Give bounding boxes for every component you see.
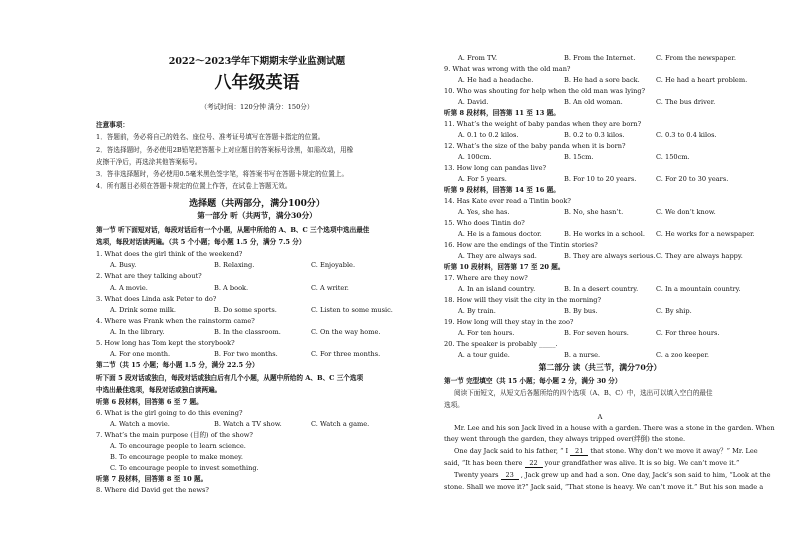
option-a: A. They are always sad. <box>458 252 537 260</box>
question-stem: 4. Where was Frank when the rainstorm came? <box>96 317 255 325</box>
option-b: B. No, she hasn’t. <box>564 208 624 216</box>
option-c: C. 150cm. <box>656 153 690 161</box>
section-intro: 阅读下面短文，从短文后各题所给的四个选项（A、B、C）中，选出可以填入空白的最佳 <box>454 389 713 397</box>
option-a: A. In the library. <box>110 328 165 336</box>
part2-title: 第二部分 读（共三节，满分70分） <box>538 363 662 372</box>
passage-line <box>454 471 771 480</box>
question-stem: 2. What are they talking about? <box>96 272 202 280</box>
option-b: B. For 10 to 20 years. <box>564 175 637 183</box>
question-stem: 15. Who does Tintin do? <box>444 219 525 227</box>
option-c: C. By ship. <box>656 307 692 315</box>
passage-line: Mr. Lee and his son Jack lived in a house with a garden. There was a stone in the garden. When <box>454 424 775 432</box>
question-stem: 14. Has Kate ever read a Tintin book? <box>444 197 571 205</box>
passage-text: , Jack grew up and had a son. One day, Jack’s son said to him, “Look at the <box>520 471 771 479</box>
left-column <box>96 0 418 550</box>
note-item: 3．答非选择题时，务必使用0.5毫米黑色签字笔，将答案书写在答题卡规定的位置上。 <box>96 170 349 178</box>
passage-text: that stone. Why don’t we move it away？” Mr. Lee <box>590 447 758 455</box>
option-b: B. Relaxing. <box>214 261 255 269</box>
option-a: A. a tour guide. <box>458 351 510 359</box>
option-b: B. For two months. <box>214 350 278 358</box>
right-column <box>444 0 775 550</box>
section-intro: 选项。 <box>444 401 464 409</box>
note-item: 1．答题前，务必将自己的姓名、座位号、准考证号填写在答题卡指定的位置。 <box>96 133 325 141</box>
section-intro: 第二节（共 15 小题；每小题 1.5 分，满分 22.5 分） <box>96 361 259 369</box>
option-a: A. From TV. <box>458 54 498 62</box>
option-b: B. In the classroom. <box>214 328 281 336</box>
option-a: A. For 5 years. <box>458 175 507 183</box>
option-c: C. He works for a newspaper. <box>656 230 755 238</box>
option-c: C. A writer. <box>311 284 349 292</box>
option-b: B. Do some sports. <box>214 306 277 314</box>
option-c: C. For three months. <box>311 350 381 358</box>
question-stem: 1. What does the girl think of the weekend? <box>96 250 243 258</box>
option-a: A. To encourage people to learn science. <box>110 442 246 450</box>
exam-info: （考试时间：120分钟 满分：150分） <box>200 103 314 111</box>
blank-22: 22 <box>525 459 543 468</box>
option-b: B. a nurse. <box>564 351 601 359</box>
option-b: B. For seven hours. <box>564 329 629 337</box>
option-c: C. They are always happy. <box>656 252 743 260</box>
question-stem: 12. What’s the size of the baby panda when it is born? <box>444 142 626 150</box>
option-b: B. A book. <box>214 284 249 292</box>
note-item: 2．答选择题时，务必使用2B铅笔把答题卡上对应题目的答案标号涂黑，如需改动，用橡 <box>96 146 354 154</box>
option-c: C. a zoo keeper. <box>656 351 709 359</box>
blank-23: 23 <box>501 471 519 480</box>
question-stem: 18. How will they visit the city in the morning? <box>444 296 602 304</box>
option-b: B. 0.2 to 0.3 kilos. <box>564 131 625 139</box>
section-intro: 第一节 听下面短对话，每段对话后有一个小题，从题中所给的 A、B、C 三个选项中选出最佳 <box>96 226 370 234</box>
section-title: 选择题（共两部分，满分100分） <box>189 199 325 209</box>
option-c: C. He had a heart problem. <box>656 76 748 84</box>
option-b: B. In a desert country. <box>564 285 639 293</box>
option-b: B. Watch a TV show. <box>214 420 282 428</box>
option-c: C. From the newspaper. <box>656 54 736 62</box>
option-a: A. In an island country. <box>458 285 536 293</box>
question-stem: 10. Who was shouting for help when the old man was lying? <box>444 87 646 95</box>
option-c: C. To encourage people to invest something. <box>110 464 259 472</box>
passage-text: said, “It has been there <box>444 459 523 467</box>
question-stem: 8. Where did David get the news? <box>96 486 209 494</box>
option-b: B. He works in a school. <box>564 230 645 238</box>
question-stem: 19. How long will they stay in the zoo? <box>444 318 574 326</box>
question-stem: 7. What’s the main purpose (目的) of the show? <box>96 431 253 439</box>
subject-title: 八年级英语 <box>214 73 300 93</box>
question-stem: 3. What does Linda ask Peter to do? <box>96 295 217 303</box>
material-heading: 听第 9 段材料，回答第 14 至 16 题。 <box>444 186 560 194</box>
option-c: C. In a mountain country. <box>656 285 741 293</box>
question-stem: 6. What is the girl going to do this evening? <box>96 409 243 417</box>
passage-label: A <box>597 413 603 421</box>
option-a: A. David. <box>458 98 489 106</box>
option-c: C. Enjoyable. <box>311 261 356 269</box>
passage-text: One day Jack said to his father, “ I <box>454 447 569 455</box>
question-stem: 17. Where are they now? <box>444 274 528 282</box>
option-b: B. An old woman. <box>564 98 623 106</box>
option-a: A. He had a headache. <box>458 76 534 84</box>
passage-text: Twenty years <box>454 471 499 479</box>
option-c: C. Watch a game. <box>311 420 370 428</box>
question-stem: 9. What was wrong with the old man? <box>444 65 571 73</box>
question-stem: 11. What’s the weight of baby pandas when they are born? <box>444 120 642 128</box>
question-stem: 16. How are the endings of the Tintin stories? <box>444 241 598 249</box>
material-heading: 听第 7 段材料，回答第 8 至 10 题。 <box>96 475 208 483</box>
passage-line: stone. Shall we move it?” Jack said, “That stone is heavy. We can’t move it.” But his son made a <box>444 483 764 491</box>
note-item: 4．所有题目必须在答题卡规定的位置上作答，在试卷上答题无效。 <box>96 182 292 190</box>
option-b: B. 15cm. <box>564 153 594 161</box>
option-a: A. Drink some milk. <box>110 306 177 314</box>
option-a: A. By train. <box>458 307 496 315</box>
section-intro: 听下面 5 段对话或独白，每段对话或独白后有几个小题，从题中所给的 A、B、C 三个选项 <box>96 374 364 382</box>
option-c: C. The bus driver. <box>656 98 716 106</box>
notes-heading: 注意事项： <box>96 121 129 129</box>
option-b: B. They are always serious. <box>564 252 656 260</box>
option-a: A. For one month. <box>110 350 171 358</box>
section-intro: 中选出最佳选项，每段对话或独白读两遍。 <box>96 386 222 394</box>
option-b: B. To encourage people to make money. <box>110 453 243 461</box>
option-c: C. For three hours. <box>656 329 720 337</box>
option-a: A. 0.1 to 0.2 kilos. <box>458 131 519 139</box>
option-a: A. Watch a movie. <box>110 420 170 428</box>
option-c: C. 0.3 to 0.4 kilos. <box>656 131 717 139</box>
question-stem: 5. How long has Tom kept the storybook? <box>96 339 235 347</box>
option-a: A. 100cm. <box>458 153 492 161</box>
option-a: A. He is a famous doctor. <box>458 230 542 238</box>
material-heading: 听第 6 段材料，回答第 6 至 7 题。 <box>96 398 203 406</box>
passage-text: your grandfather was alive. It is so big. We can’t move it.” <box>544 459 740 467</box>
option-c: C. For 20 to 30 years. <box>656 175 729 183</box>
passage-line <box>444 459 739 468</box>
passage-line: they went through the garden, they always tripped over(绊倒) the stone. <box>444 435 686 443</box>
material-heading: 听第 8 段材料，回答第 11 至 13 题。 <box>444 109 560 117</box>
option-c: C. Listen to some music. <box>311 306 393 314</box>
question-stem: 13. How long can pandas live? <box>444 164 547 172</box>
option-b: B. He had a sore back. <box>564 76 640 84</box>
option-b: B. From the Internet. <box>564 54 636 62</box>
option-a: A. A movie. <box>110 284 148 292</box>
material-heading: 听第 10 段材料，回答第 17 至 20 题。 <box>444 263 565 271</box>
option-a: A. Yes, she has. <box>458 208 510 216</box>
note-item: 皮擦干净后，再选涂其他答案标号。 <box>96 158 202 166</box>
part1-title: 第一部分 听（共两节，满分30分） <box>197 211 317 220</box>
section-intro: 选项，每段对话读两遍。（共 5 个小题；每小题 1.5 分，满分 7.5 分） <box>96 238 306 246</box>
option-c: C. On the way home. <box>311 328 381 336</box>
option-a: A. Busy. <box>110 261 137 269</box>
option-b: B. By bus. <box>564 307 598 315</box>
passage-line <box>454 447 758 456</box>
option-a: A. For ten hours. <box>458 329 515 337</box>
section-intro: 第一节 完型填空（共 15 小题；每小题 2 分，满分 30 分） <box>444 377 622 385</box>
option-c: C. We don’t know. <box>656 208 716 216</box>
question-stem: 20. The speaker is probably _____. <box>444 340 558 348</box>
blank-21: 21 <box>570 447 588 456</box>
exam-title: 2022～2023学年下期期末学业监测试题 <box>168 56 346 67</box>
